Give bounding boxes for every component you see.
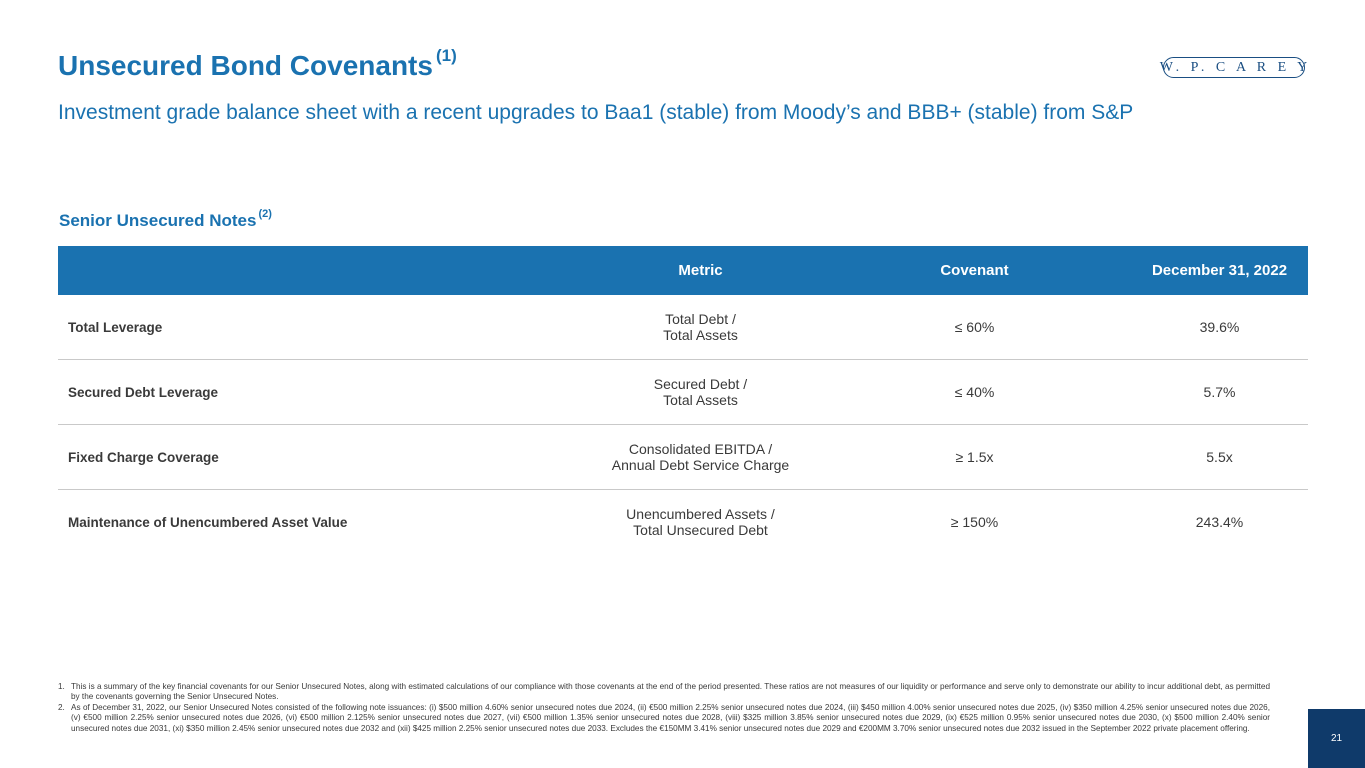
metric-numerator: Total Debt / — [665, 311, 736, 327]
row-metric — [583, 311, 818, 343]
footnotes — [58, 682, 1270, 734]
table-row — [58, 490, 1308, 554]
row-name: Total Leverage — [68, 319, 163, 335]
metric-denominator: Total Assets — [663, 392, 738, 408]
row-value: 39.6% — [1199, 319, 1240, 335]
table-row — [58, 295, 1308, 360]
section-title — [59, 208, 272, 231]
table-row — [58, 425, 1308, 490]
page-number: 21 — [1308, 709, 1365, 768]
metric-denominator: Total Assets — [663, 327, 738, 343]
row-covenant: ≥ 150% — [950, 514, 999, 530]
page-title — [58, 46, 457, 82]
row-value: 5.7% — [1203, 384, 1236, 400]
table-header-row — [58, 246, 1308, 295]
metric-numerator: Consolidated EBITDA / — [628, 441, 773, 457]
footnote-text: This is a summary of the key financial covenants for our Senior Unsecured Notes, along with estimated calculations of our compliance with those covenants at the end of the period presented. These ratios are not measures of our liquidity or performance and serve only to demonstrate our ability to incur additional debt, as permitted by the covenants governing the Senior Unsecured Notes. — [71, 682, 1270, 702]
header-covenant: Covenant — [940, 262, 1009, 279]
header-value: December 31, 2022 — [1151, 262, 1288, 279]
header-metric: Metric — [678, 262, 723, 279]
row-metric — [583, 506, 818, 538]
row-metric — [583, 441, 818, 473]
row-covenant: ≥ 1.5x — [955, 449, 994, 465]
row-name: Secured Debt Leverage — [68, 384, 219, 400]
row-name: Fixed Charge Coverage — [68, 449, 219, 465]
footnote-number: 2. — [58, 702, 65, 712]
footnote-text: As of December 31, 2022, our Senior Unsecured Notes consisted of the following note issuances: (i) $500 million 4.60% senior unsecured notes due 2024, (ii) €500 million 2.25% senior unsecured notes due 2024, (iii) $450 million 4.00% senior unsecured notes due 2025, (iv) $350 million 4.25% senior unsecured notes due 2026, (v) €500 million 2.25% senior unsecured notes due 2026, (vi) €500 million 2.125% senior unsecured notes due 2027, (vii) €500 million 1.35% senior unsecured notes due 2028, (viii) $325 million 3.85% senior unsecured notes due 2029, (ix) €525 million 0.95% senior unsecured notes due 2030, (x) $500 million 2.40% senior unsecured notes due 2031, (xi) $350 million 2.45% senior unsecured notes due 2032 and (xii) $425 million 2.25% senior unsecured notes due 2033. Excludes the €150MM 3.41% senior unsecured notes due 2029 and €200MM 3.70% senior unsecured notes due 2032 issued in the September 2022 private placement offering. — [71, 702, 1270, 733]
footnote-number: 1. — [58, 682, 65, 691]
title-footnote-ref: (1) — [435, 46, 457, 65]
row-metric — [583, 376, 818, 408]
section-footnote-ref: (2) — [258, 208, 272, 220]
row-value: 243.4% — [1195, 514, 1244, 530]
row-name: Maintenance of Unencumbered Asset Value — [68, 514, 348, 530]
footnote — [58, 682, 1270, 703]
row-value: 5.5x — [1206, 449, 1233, 465]
row-covenant: ≤ 60% — [954, 319, 995, 335]
metric-numerator: Unencumbered Assets / — [626, 506, 775, 522]
section-title-text: Senior Unsecured Notes — [59, 211, 257, 230]
metric-numerator: Secured Debt / — [653, 376, 748, 392]
metric-denominator: Total Unsecured Debt — [633, 522, 768, 538]
page-title-text: Unsecured Bond Covenants — [58, 50, 433, 81]
metric-denominator: Annual Debt Service Charge — [611, 457, 790, 473]
row-covenant: ≤ 40% — [954, 384, 995, 400]
company-logo: W. P. C A R E Y — [1163, 57, 1305, 78]
page-subtitle: Investment grade balance sheet with a recent upgrades to Baa1 (stable) from Moody’s and BBB+ (stable) from S&P — [58, 101, 1134, 124]
table-row — [58, 360, 1308, 425]
footnote — [58, 703, 1270, 734]
covenants-table — [58, 246, 1308, 554]
